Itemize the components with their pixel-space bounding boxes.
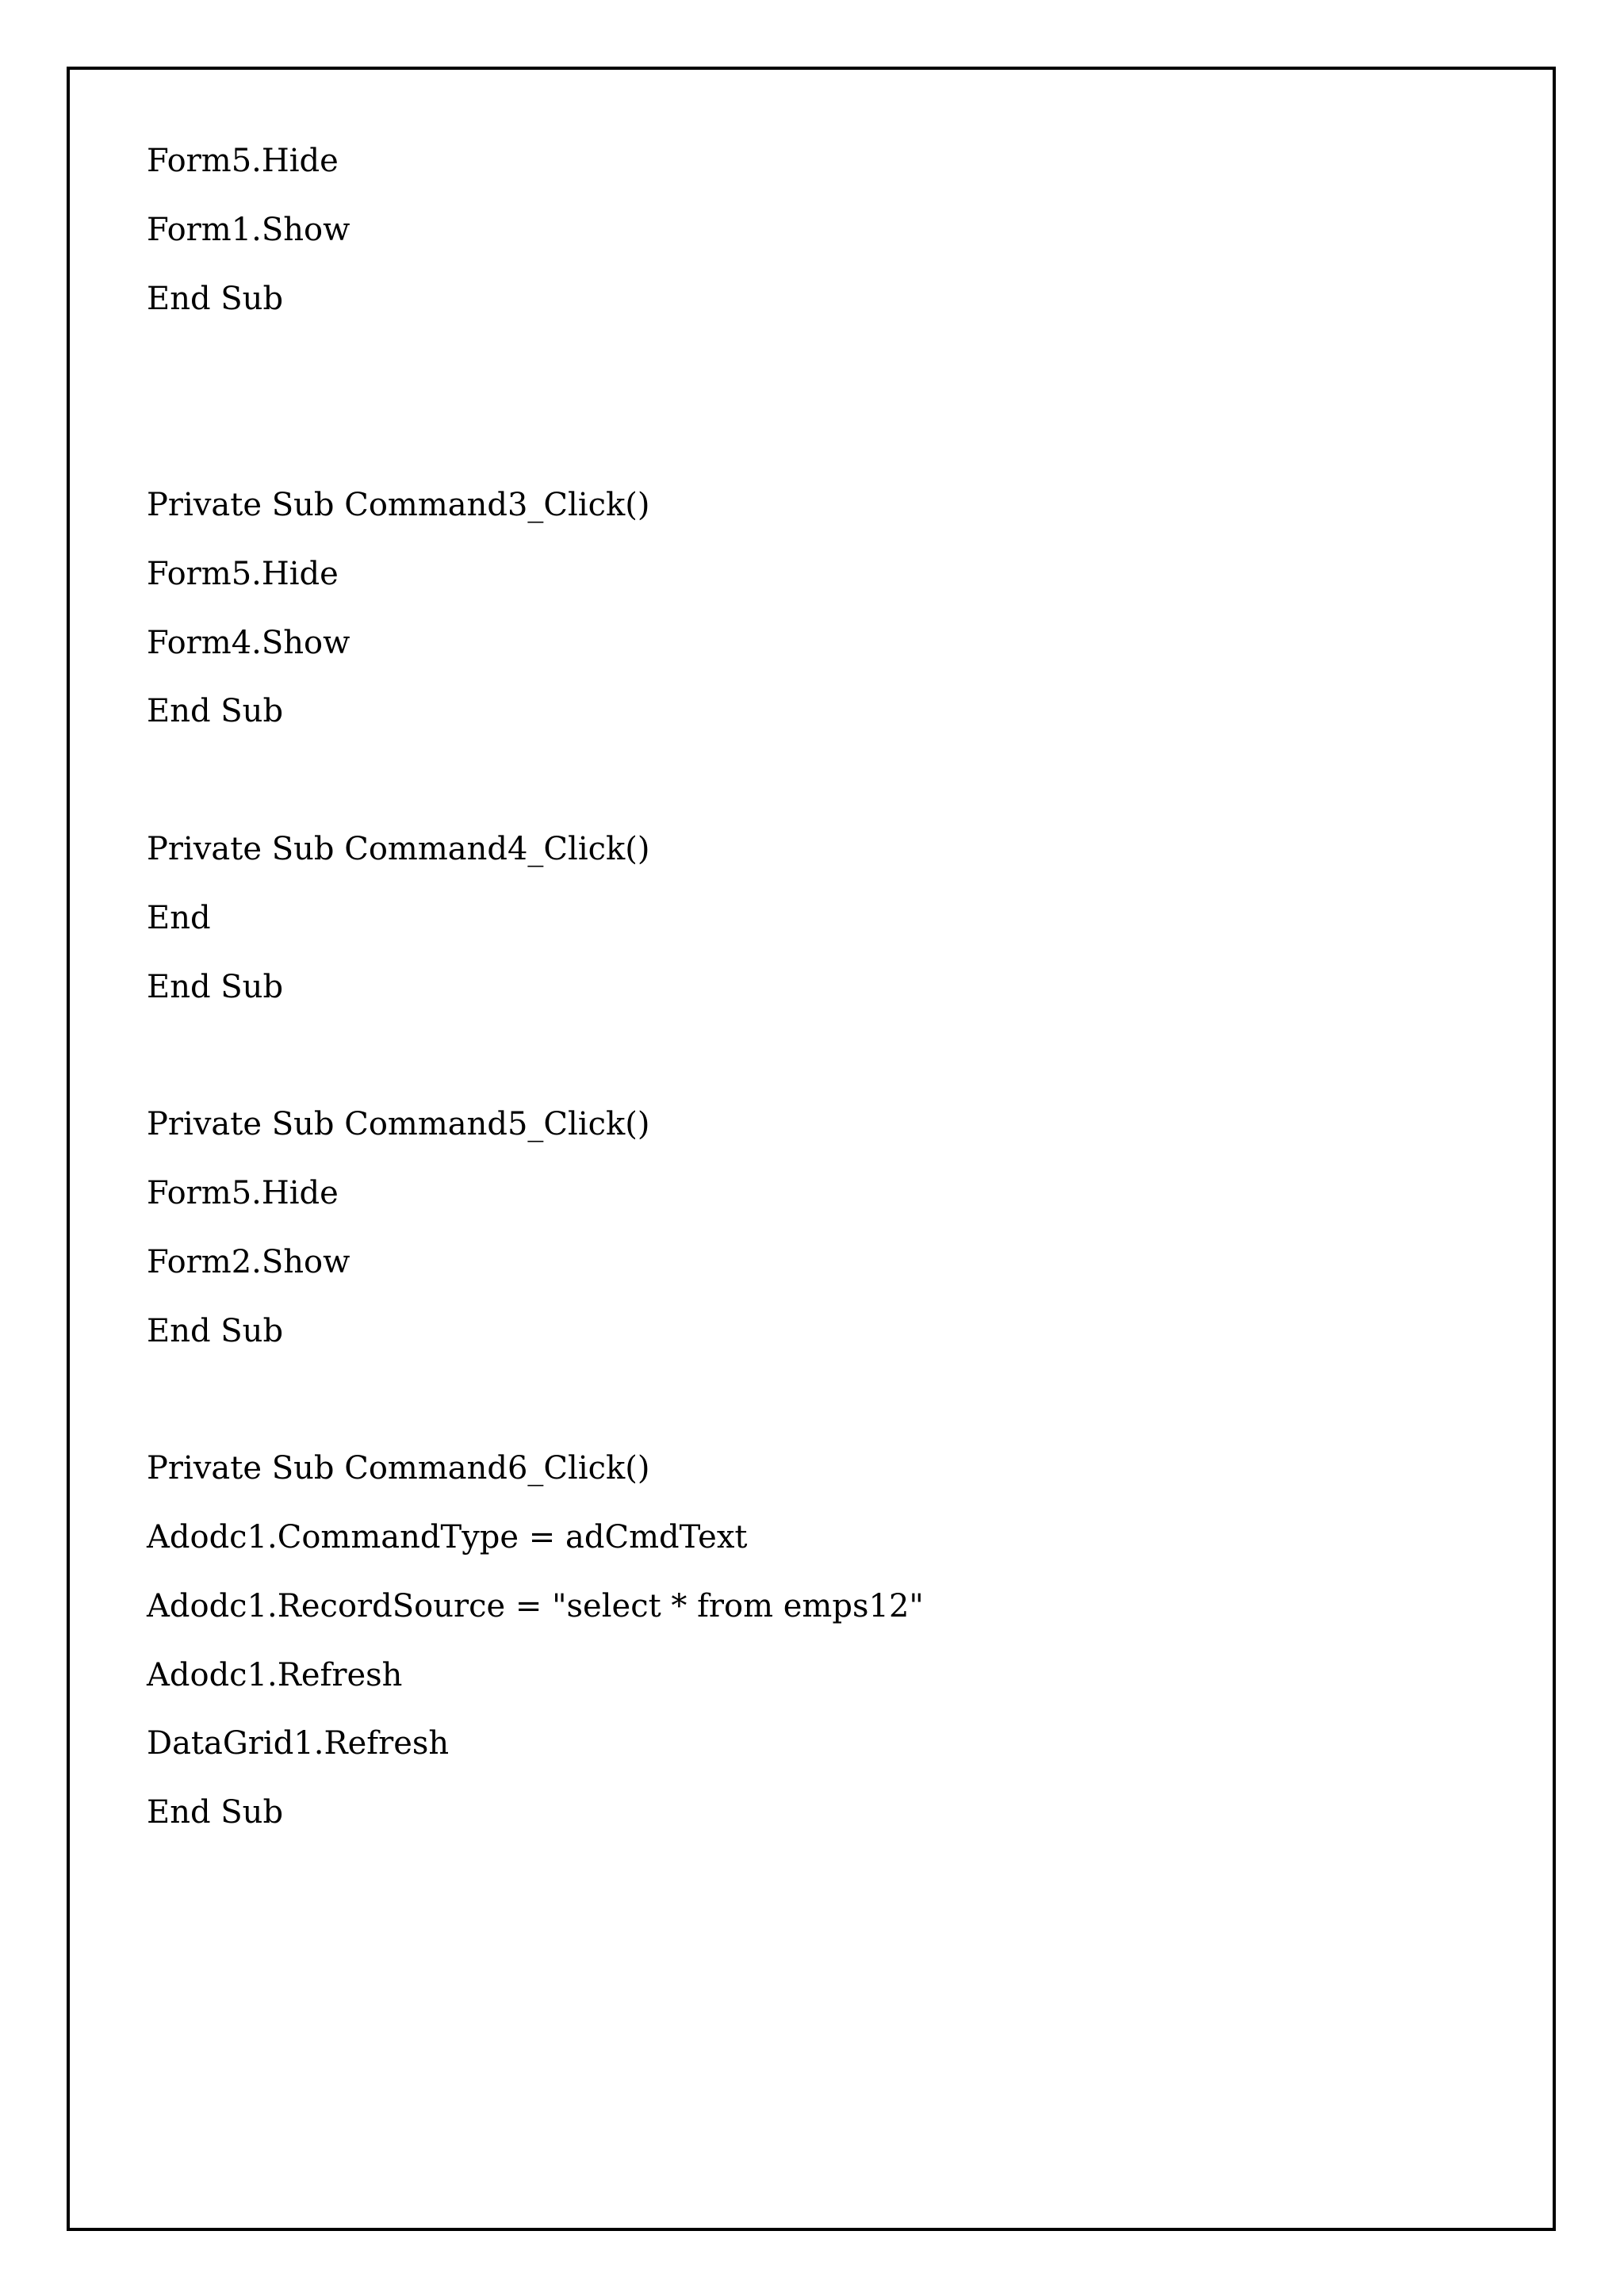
code-line: Adodc1.CommandType = adCmdText <box>147 1518 748 1556</box>
code-line: End Sub <box>147 693 284 730</box>
blank-line <box>147 1365 1495 1434</box>
blank-line <box>147 333 1495 402</box>
blank-line <box>147 402 1495 471</box>
code-line: Adodc1.Refresh <box>147 1656 403 1693</box>
code-line: Form5.Hide <box>147 555 339 592</box>
code-listing <box>147 127 1495 1847</box>
code-line: End Sub <box>147 280 284 317</box>
code-line: End Sub <box>147 1794 284 1831</box>
code-line: Form1.Show <box>147 211 350 248</box>
code-line: Adodc1.RecordSource = "select * from emps12" <box>147 1587 924 1624</box>
code-line: Form4.Show <box>147 624 350 661</box>
code-line: Form5.Hide <box>147 143 339 179</box>
code-line: End Sub <box>147 1312 284 1349</box>
code-line: Private Sub Command6_Click() <box>147 1450 650 1487</box>
code-line: Form5.Hide <box>147 1174 339 1211</box>
code-line: Private Sub Command4_Click() <box>147 830 650 867</box>
code-line: Private Sub Command5_Click() <box>147 1106 650 1143</box>
code-line: Private Sub Command3_Click() <box>147 486 650 523</box>
blank-line <box>147 746 1495 815</box>
code-line: End Sub <box>147 968 284 1005</box>
blank-line <box>147 1021 1495 1090</box>
code-line: DataGrid1.Refresh <box>147 1725 450 1762</box>
code-line: Form2.Show <box>147 1243 350 1280</box>
code-line: End <box>147 899 211 936</box>
